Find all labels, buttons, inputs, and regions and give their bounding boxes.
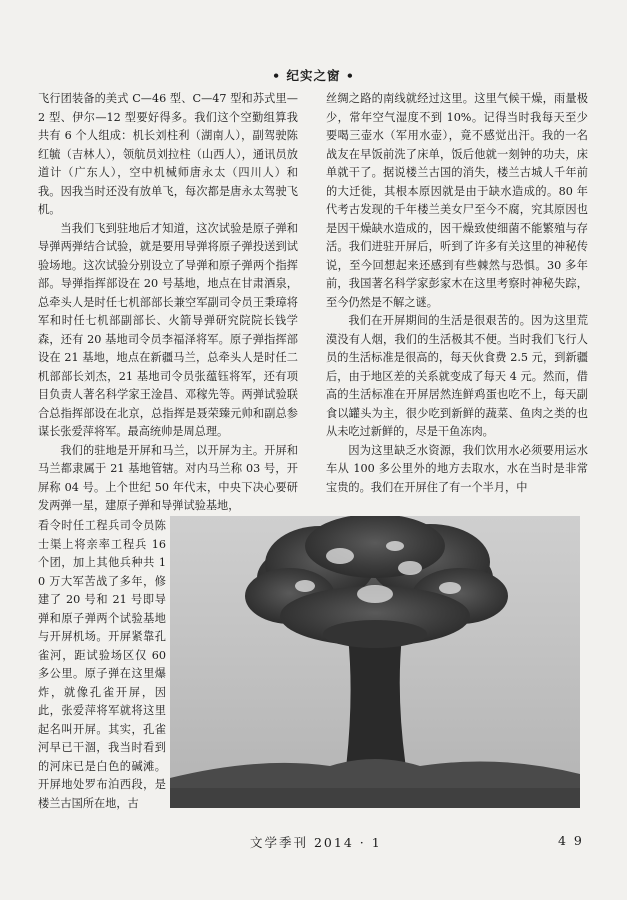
paragraph: 我们在开屏期间的生活是很艰苦的。因为这里荒漠没有人烟，我们的生活极其不便。当时我们飞行人员的生活标准是很高的，每天伙食费 2.5 元，到新疆后，由于地区差的关系就变成了每天 4 元。然而，借高的生活标准在开屏居然连鲜鸡蛋也吃不上，每天副食以罐头为主，很少吃到新鲜的蔬菜、鱼肉之类的也从未吃过新鲜的，尽是干鱼冻肉。 (326, 314, 588, 438)
left-column-narrow (38, 517, 166, 813)
paragraph: 当我们飞到驻地后才知道，这次试验是原子弹和导弹两弹结合试验，就是要用导弹将原子弹投送到试验场地。这次试验分别设立了导弹和原子弹两个指挥部。导弹指挥部设在 20 号基地，地点在甘肃酒泉，总牵头人是时任七机部部长兼空军副司令员王秉璋将军和时任七机部副部长、火箭导弹研究院院长钱学森，还有 20 基地司令员李福泽将军。原子弹指挥部设在 21 基地，地点在新疆马兰，总牵头人是时任二机部部长刘杰，21 基地司令员张蕴钰将军，还有项目负责人著名科学家王淦昌、邓稼先等。两弹试验联合总指挥部设在北京，总指挥是聂荣臻元帅和副总参谋长张爱萍将军。最高统帅是周总理。 (38, 221, 298, 438)
paragraph: 飞行团装备的美式 C—46 型、C—47 型和苏式里—2 型、伊尔—12 型要好得多。我们这个空勤组算我共有 6 个人组成：机长刘柱利（湖南人），副驾驶陈红毓（吉林人），领航员刘拉柱（山西人），通讯员放道计（广东人），空中机械师唐永太（四川人）和我。因我当时还没有放单飞，每次都是唐永太驾驶飞机。 (38, 92, 298, 216)
paragraph: 丝绸之路的南线就经过这里。这里气候干燥，雨量极少，常年空气湿度不到 10%。记得当时我每天至少要喝三壶水（军用水壶），竟不感觉出汗。我的一名战友在早饭前洗了床单，饭后他就一刻钟的功夫，床单就干了。据说楼兰古国的消失，楼兰古城人千年前的大迁徙，其根本原因就是由于缺水造成的。80 年代考古发现的千年楼兰美女尸至今不腐，究其原因也是因干燥缺水造成的，因干燥致使细菌不能繁殖与存活。我们进驻开屏后，听到了许多有关这里的神秘传说，至今回想起来还感到有些棘然与恐惧。30 多年前，我国著名科学家彭家木在这里考察时神秘失踪，至今仍然是不解之谜。 (326, 92, 588, 309)
right-column (326, 90, 588, 497)
journal-name: 文学季刊 2014 · 1 (250, 835, 382, 850)
mushroom-cloud-photo (170, 516, 580, 808)
mushroom-cloud-image (170, 516, 580, 808)
paragraph: 我们的驻地是开屏和马兰，以开屏为主。开屏和马兰都隶属于 21 基地管辖。对内马兰称 03 号，开屏称 04 号。上个世纪 50 年代末，中央下决心要研发两弹一星，建原子弹和导弹试验基地， (38, 443, 298, 512)
section-header: • 纪实之窗 • (272, 68, 355, 83)
paragraph: 因为这里缺乏水资源，我们饮用水必须要用运水车从 100 多公里外的地方去取水，水在当时是非常宝贵的。我们在开屏住了有一个半月，中 (326, 443, 588, 494)
paragraph: 看令时任工程兵司令员陈士渠上将亲率工程兵 16 个团，加上其他兵种共 10 万大军苦战了多年，修建了 20 号和 21 号即导弹和原子弹两个试验基地与开屏机场。开屏紧靠孔雀河，距试验场区仅 60 多公里。原子弹在这里爆炸，就像孔雀开屏，因此，张爱萍将军就将这里起名叫开屏。其实，孔雀河早已干涸，我当时看到的河床已是白色的碱滩。开屏地处罗布泊西段，是楼兰古国所在地，古 (38, 519, 166, 810)
page-footer (0, 833, 627, 853)
left-column-top (38, 90, 298, 516)
page-number: 4 9 (558, 833, 584, 848)
